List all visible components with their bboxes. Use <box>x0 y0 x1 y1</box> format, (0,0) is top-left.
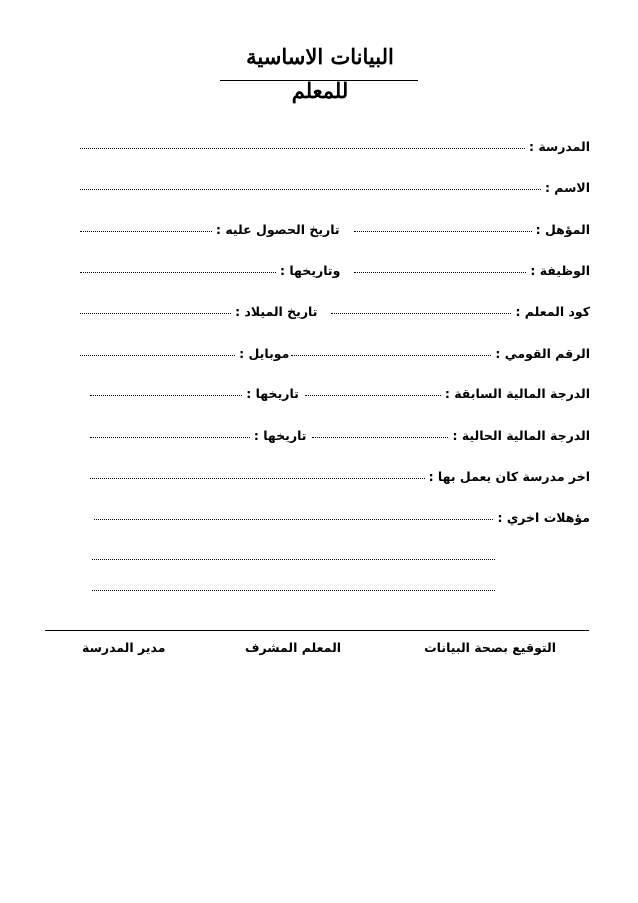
teacher-code-row <box>80 297 590 319</box>
name-field[interactable] <box>80 189 541 190</box>
title-underline <box>220 80 418 81</box>
extra-line-1[interactable] <box>92 559 495 560</box>
qualification-date-label: تاريخ الحصول عليه : <box>215 222 340 237</box>
qualification-row <box>80 215 590 237</box>
last-school-row <box>80 462 590 484</box>
teacher-code-field[interactable] <box>331 313 511 314</box>
extra-line-1-row <box>80 543 590 565</box>
last-school-field[interactable] <box>90 478 425 479</box>
name-row <box>80 173 590 195</box>
school-field[interactable] <box>80 148 525 149</box>
birth-date-label: تاريخ الميلاد : <box>235 304 318 319</box>
curr-grade-label: الدرجة المالية الحالية : <box>452 428 590 443</box>
name-label: الاسم : <box>544 180 590 195</box>
curr-grade-date-field[interactable] <box>90 437 250 438</box>
other-quals-row <box>80 503 590 525</box>
mobile-label: موبايل : <box>239 346 290 361</box>
birth-date-field[interactable] <box>80 313 231 314</box>
signature-data-confirm: التوقيع بصحة البيانات <box>424 640 556 655</box>
job-label: الوظيفة : <box>530 263 590 278</box>
job-date-label: وتاريخها : <box>280 263 341 278</box>
mobile-field[interactable] <box>80 355 235 356</box>
prev-grade-field[interactable] <box>305 395 441 396</box>
signature-principal: مدير المدرسة <box>82 640 166 655</box>
qualification-date-field[interactable] <box>80 231 212 232</box>
curr-grade-row <box>80 421 590 443</box>
qualification-field[interactable] <box>354 231 532 232</box>
other-quals-field[interactable] <box>94 519 493 520</box>
extra-line-2[interactable] <box>92 590 495 591</box>
extra-line-2-row <box>80 574 590 596</box>
page-title: البيانات الاساسية للمعلم <box>246 44 394 103</box>
prev-grade-label: الدرجة المالية السابقة : <box>444 386 590 401</box>
qualification-label: المؤهل : <box>535 222 590 237</box>
school-label: المدرسة : <box>529 139 590 154</box>
job-date-field[interactable] <box>80 272 276 273</box>
last-school-label: اخر مدرسة كان يعمل بها : <box>428 469 590 484</box>
other-quals-label: مؤهلات اخري : <box>497 510 590 525</box>
curr-grade-field[interactable] <box>312 437 448 438</box>
signature-supervisor: المعلم المشرف <box>245 640 342 655</box>
national-id-field[interactable] <box>291 355 491 356</box>
job-row <box>80 256 590 278</box>
prev-grade-row <box>80 379 590 401</box>
teacher-code-label: كود المعلم : <box>515 304 590 319</box>
prev-grade-date-field[interactable] <box>90 395 242 396</box>
signature-divider <box>45 630 589 631</box>
curr-grade-date-label: تاريخها : <box>253 428 307 443</box>
prev-grade-date-label: تاريخها : <box>246 386 299 401</box>
school-row <box>80 132 590 154</box>
national-id-row <box>80 339 590 361</box>
job-field[interactable] <box>354 272 526 273</box>
national-id-label: الرقم القومي : <box>495 346 590 361</box>
